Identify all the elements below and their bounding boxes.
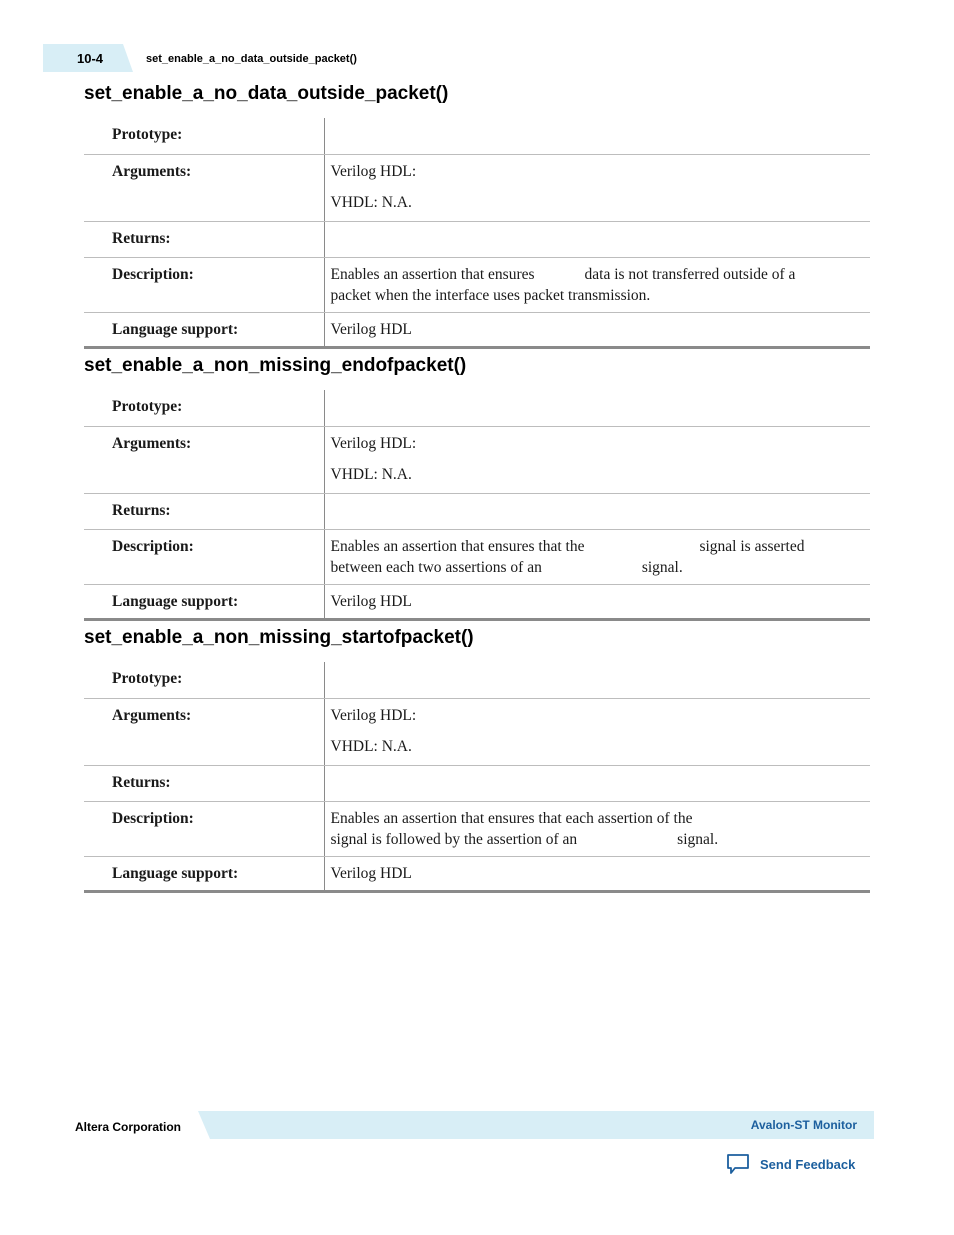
language-support-value: Verilog HDL bbox=[324, 584, 870, 619]
table-row bbox=[84, 529, 870, 584]
description-part: signal is asserted bbox=[699, 537, 805, 555]
language-support-label: Language support: bbox=[84, 312, 324, 347]
description-part: Enables an assertion that ensures that each assertion of the bbox=[330, 809, 693, 827]
table-row bbox=[84, 390, 870, 426]
arguments-value bbox=[324, 698, 870, 765]
returns-value bbox=[324, 221, 870, 257]
arguments-label: Arguments: bbox=[84, 154, 324, 221]
prototype-label: Prototype: bbox=[84, 662, 324, 698]
description-part: between each two assertions of an bbox=[330, 558, 542, 576]
description-value bbox=[324, 529, 870, 584]
arguments-verilog: Verilog HDL: bbox=[330, 162, 417, 180]
prototype-value bbox=[324, 118, 870, 154]
description-label: Description: bbox=[84, 257, 324, 312]
returns-label: Returns: bbox=[84, 493, 324, 529]
table-row bbox=[84, 801, 870, 856]
prototype-value bbox=[324, 390, 870, 426]
section-title: set_enable_a_non_missing_endofpacket() bbox=[84, 355, 467, 376]
returns-value bbox=[324, 765, 870, 801]
speech-bubble-icon bbox=[726, 1153, 750, 1175]
table-row bbox=[84, 493, 870, 529]
language-support-label: Language support: bbox=[84, 856, 324, 891]
table-row bbox=[84, 856, 870, 891]
description-part: packet when the interface uses packet transmission. bbox=[330, 286, 651, 304]
arguments-verilog: Verilog HDL: bbox=[330, 706, 417, 724]
document-title-link[interactable]: Avalon-ST Monitor bbox=[750, 1118, 857, 1132]
section-non-missing-startofpacket bbox=[84, 626, 870, 893]
prototype-label: Prototype: bbox=[84, 390, 324, 426]
arguments-vhdl: VHDL: N.A. bbox=[330, 737, 412, 755]
description-part: signal. bbox=[677, 830, 719, 848]
section-no-data-outside-packet bbox=[84, 82, 870, 349]
arguments-verilog: Verilog HDL: bbox=[330, 434, 417, 452]
send-feedback-link[interactable] bbox=[726, 1153, 855, 1175]
table-row bbox=[84, 312, 870, 347]
page-number: 10-4 bbox=[77, 51, 104, 66]
returns-label: Returns: bbox=[84, 765, 324, 801]
table-row bbox=[84, 426, 870, 493]
section-title: set_enable_a_non_missing_startofpacket() bbox=[84, 627, 474, 648]
company-name: Altera Corporation bbox=[75, 1120, 182, 1134]
arguments-value bbox=[324, 426, 870, 493]
table-row bbox=[84, 662, 870, 698]
description-part: data is not transferred outside of a bbox=[584, 265, 796, 283]
description-label: Description: bbox=[84, 529, 324, 584]
table-row bbox=[84, 154, 870, 221]
arguments-label: Arguments: bbox=[84, 426, 324, 493]
language-support-label: Language support: bbox=[84, 584, 324, 619]
function-table bbox=[84, 662, 870, 893]
table-row bbox=[84, 584, 870, 619]
arguments-value bbox=[324, 154, 870, 221]
send-feedback-label: Send Feedback bbox=[760, 1156, 856, 1172]
arguments-label: Arguments: bbox=[84, 698, 324, 765]
table-row bbox=[84, 257, 870, 312]
function-table bbox=[84, 390, 870, 621]
language-support-value: Verilog HDL bbox=[324, 312, 870, 347]
description-value bbox=[324, 257, 870, 312]
section-title: set_enable_a_no_data_outside_packet() bbox=[84, 83, 449, 104]
returns-value bbox=[324, 493, 870, 529]
description-label: Description: bbox=[84, 801, 324, 856]
description-part: Enables an assertion that ensures bbox=[330, 265, 535, 283]
function-table bbox=[84, 118, 870, 349]
returns-label: Returns: bbox=[84, 221, 324, 257]
section-non-missing-endofpacket bbox=[84, 354, 870, 621]
arguments-vhdl: VHDL: N.A. bbox=[330, 465, 412, 483]
prototype-value bbox=[324, 662, 870, 698]
table-row bbox=[84, 118, 870, 154]
table-row bbox=[84, 765, 870, 801]
prototype-label: Prototype: bbox=[84, 118, 324, 154]
running-title: set_enable_a_no_data_outside_packet() bbox=[146, 53, 357, 65]
description-part: signal. bbox=[641, 558, 683, 576]
description-part: signal is followed by the assertion of an bbox=[330, 830, 578, 848]
language-support-value: Verilog HDL bbox=[324, 856, 870, 891]
arguments-vhdl: VHDL: N.A. bbox=[330, 193, 412, 211]
description-value bbox=[324, 801, 870, 856]
table-row bbox=[84, 221, 870, 257]
table-row bbox=[84, 698, 870, 765]
description-part: Enables an assertion that ensures that the bbox=[330, 537, 585, 555]
